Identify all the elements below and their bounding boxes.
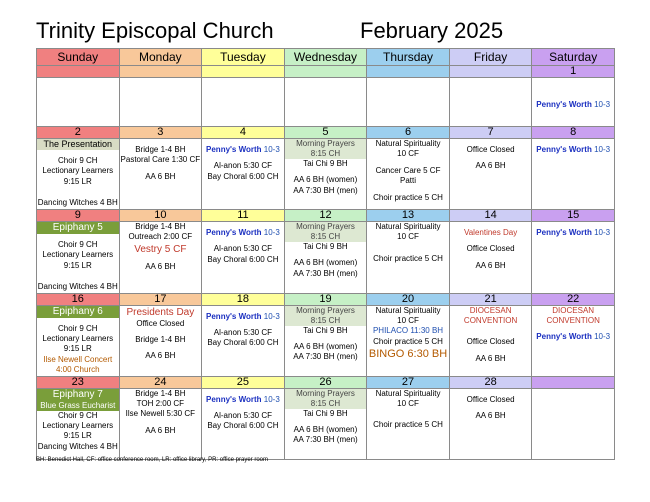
event-time: 10-3: [591, 332, 611, 342]
date-number: [202, 66, 285, 78]
date-number: 8: [532, 127, 615, 139]
event-time: 10-3: [261, 311, 280, 321]
calendar-event: [532, 145, 614, 155]
week-4-date-row: [37, 376, 615, 388]
date-number: 18: [202, 293, 285, 305]
calendar-event: CONVENTION: [546, 315, 600, 325]
date-number: 19: [284, 293, 367, 305]
weekday-sunday: Sunday: [37, 49, 120, 66]
calendar-event: AA 6 BH (women): [293, 258, 358, 268]
day-cell: [37, 222, 120, 294]
calendar-event: Natural Spirituality: [375, 305, 441, 315]
calendar-event: Valentines Day: [463, 228, 518, 237]
day-cell: [202, 388, 285, 459]
event-label: Penny's Worth: [206, 311, 262, 321]
date-number: 24: [119, 376, 202, 388]
week-1-events-row: [37, 139, 615, 210]
calendar-event: Tai Chi 9 BH: [303, 159, 348, 168]
date-number: 2: [37, 127, 120, 139]
date-number: [284, 66, 367, 78]
weekday-header-row: [37, 49, 615, 66]
calendar-event: Office Closed: [466, 337, 515, 347]
calendar-event: AA 6 BH: [145, 425, 176, 435]
feast-day-label: Epiphany 6: [37, 306, 119, 318]
weekday-monday: Monday: [119, 49, 202, 66]
day-cell: [37, 78, 120, 127]
calendar-event: Natural Spirituality: [375, 388, 441, 398]
calendar-event: Vestry 5 CF: [134, 243, 187, 255]
calendar-event: Bridge 1-4 BH: [135, 388, 186, 398]
day-cell: [532, 388, 615, 459]
day-cell: [449, 305, 532, 376]
date-number: 10: [119, 210, 202, 222]
day-cell: [284, 139, 367, 210]
spacer: [450, 326, 532, 337]
calendar-event: 9:15 LR: [63, 260, 92, 270]
calendar-event: Natural Spirituality: [375, 222, 441, 231]
calendar-event: [532, 332, 614, 342]
morning-prayer-label: 8:15 CH: [285, 149, 367, 159]
calendar-event: Ilse Newell 5:30 CF: [125, 409, 196, 419]
calendar-event: Tai Chi 9 BH: [303, 325, 348, 335]
calendar-event: Natural Spirituality: [375, 139, 441, 148]
event-time: 10-3: [591, 100, 611, 109]
day-cell: [119, 305, 202, 376]
week-2-events-row: [37, 222, 615, 294]
date-number: 12: [284, 210, 367, 222]
calendar-event: [202, 312, 284, 322]
calendar-event: Al-anon 5:30 CF: [213, 410, 273, 420]
date-number: [119, 66, 202, 78]
page-title: Trinity Episcopal Church: [36, 18, 274, 43]
date-number: 21: [449, 293, 532, 305]
date-number: [37, 66, 120, 78]
event-label: Penny's Worth: [536, 145, 592, 154]
calendar-event: AA 6 BH: [475, 353, 506, 363]
calendar-event: Tai Chi 9 BH: [303, 242, 348, 251]
calendar-event: Al-anon 5:30 CF: [213, 161, 273, 171]
weekday-saturday: Saturday: [532, 49, 615, 66]
calendar-event: PHILACO 11:30 BH: [372, 326, 444, 336]
calendar-event: Outreach 2:00 CF: [128, 232, 193, 242]
date-number: 5: [284, 127, 367, 139]
calendar-event: Al-anon 5:30 CF: [213, 327, 273, 337]
date-number: 1: [532, 66, 615, 78]
calendar-event: Lectionary Learners: [42, 333, 114, 343]
morning-prayer-label: Morning Prayers: [285, 222, 367, 232]
calendar-event: AA 6 BH (women): [293, 424, 358, 434]
month-title: February 2025: [360, 18, 504, 43]
event-label: Penny's Worth: [206, 394, 262, 404]
calendar-event: Presidents Day: [126, 306, 195, 318]
calendar-event: Choir 9 CH: [57, 410, 98, 420]
calendar-event: [202, 228, 284, 238]
spacer: [367, 243, 449, 254]
spacer: [37, 271, 119, 282]
week-4-events-row: [37, 388, 615, 459]
date-number: 7: [449, 127, 532, 139]
day-cell: [37, 388, 120, 459]
date-number: 14: [449, 210, 532, 222]
calendar-event: Choir practice 5 CH: [373, 253, 443, 263]
week-2-date-row: [37, 210, 615, 222]
calendar-event: 4:00 Church: [55, 365, 100, 375]
spacer: [532, 89, 614, 100]
day-cell: [37, 139, 120, 210]
event-time: 10-3: [591, 228, 611, 237]
date-number: [449, 66, 532, 78]
calendar-event: 9:15 LR: [63, 344, 92, 354]
calendar-event: Bay Choral 6:00 CH: [207, 171, 279, 181]
calendar-event: AA 6 BH: [475, 410, 506, 420]
day-cell: [119, 78, 202, 127]
morning-prayer-label: 8:15 CH: [285, 232, 367, 242]
day-cell: [202, 222, 285, 294]
week-3-events-row: [37, 305, 615, 376]
calendar-event: 9:15 LR: [63, 176, 92, 186]
feast-day-label: The Presentation: [37, 139, 119, 150]
date-number: 22: [532, 293, 615, 305]
calendar-event: 9:15 LR: [63, 431, 92, 441]
calendar-event: AA 6 BH: [475, 161, 506, 171]
calendar-event: Bay Choral 6:00 CH: [207, 254, 279, 264]
calendar-event: CONVENTION: [463, 315, 518, 325]
calendar-event: 10 CF: [397, 315, 419, 325]
date-number: 13: [367, 210, 450, 222]
calendar-event: DIOCESAN: [469, 305, 512, 315]
date-number: 20: [367, 293, 450, 305]
day-cell: [367, 388, 450, 459]
calendar-event: AA 7:30 BH (men): [293, 268, 358, 278]
calendar-event: Dancing Witches 4 BH: [37, 198, 118, 208]
day-cell: [284, 305, 367, 376]
day-cell: [532, 222, 615, 294]
calendar-grid: [36, 48, 615, 460]
calendar-event: Bridge 1-4 BH: [135, 334, 186, 344]
date-number: 15: [532, 210, 615, 222]
calendar-event: [202, 145, 284, 155]
day-cell: [284, 388, 367, 459]
event-time: 10-3: [261, 145, 280, 154]
week-0-date-row: [37, 66, 615, 78]
day-cell: [119, 139, 202, 210]
day-cell: [202, 305, 285, 376]
calendar-event: Choir 9 CH: [57, 240, 98, 249]
date-number: 11: [202, 210, 285, 222]
calendar-event: Office Closed: [466, 394, 515, 404]
room-legend-footer: BH: Benedict Hall, CF: office conference room, LR: office library, PR: office prayer room: [36, 457, 268, 463]
day-cell: [367, 78, 450, 127]
calendar-event: 10 CF: [397, 149, 419, 159]
day-cell: [449, 222, 532, 294]
date-number: 28: [449, 376, 532, 388]
week-0-events-row: [37, 78, 615, 127]
calendar-event: [532, 100, 614, 110]
calendar-event: Lectionary Learners: [42, 166, 114, 176]
date-number: 23: [37, 376, 120, 388]
week-1-date-row: [37, 127, 615, 139]
calendar-event: Office Closed: [466, 244, 515, 254]
calendar-event: Dancing Witches 4 BH: [37, 282, 118, 292]
calendar-event: AA 6 BH (women): [293, 341, 358, 351]
calendar-event: BINGO 6:30 BH: [368, 348, 448, 361]
day-cell: [449, 78, 532, 127]
calendar-event: Office Closed: [466, 145, 515, 154]
morning-prayer-label: Morning Prayers: [285, 389, 367, 399]
feast-day-label: Epiphany 7: [37, 389, 119, 401]
calendar-event: Lectionary Learners: [42, 420, 114, 430]
day-cell: [367, 305, 450, 376]
date-number: 9: [37, 210, 120, 222]
day-cell: [532, 78, 615, 127]
day-cell: [37, 305, 120, 376]
date-number: 16: [37, 293, 120, 305]
date-number: [367, 66, 450, 78]
date-number: 25: [202, 376, 285, 388]
event-label: Penny's Worth: [536, 228, 592, 237]
calendar-event: Choir 9 CH: [57, 156, 98, 165]
date-number: 3: [119, 127, 202, 139]
feast-day-label: Blue Grass Eucharist: [37, 401, 119, 411]
day-cell: [119, 222, 202, 294]
calendar-event: Ilse Newell Concert: [43, 354, 113, 364]
day-cell: [449, 388, 532, 459]
calendar-event: TOH 2:00 CF: [136, 398, 185, 408]
day-cell: [202, 78, 285, 127]
day-cell: [202, 139, 285, 210]
date-number: 26: [284, 376, 367, 388]
calendar-event: Patti: [400, 176, 417, 186]
calendar-event: AA 6 BH: [145, 171, 176, 181]
weekday-wednesday: Wednesday: [284, 49, 367, 66]
calendar-event: AA 7:30 BH (men): [293, 352, 358, 362]
feast-day-label: Epiphany 5: [37, 222, 119, 234]
event-label: Penny's Worth: [206, 145, 262, 154]
calendar-event: Choir practice 5 CH: [373, 336, 443, 346]
day-cell: [119, 388, 202, 459]
morning-prayer-label: Morning Prayers: [285, 139, 367, 149]
calendar-event: DIOCESAN: [552, 305, 595, 315]
spacer: [37, 187, 119, 198]
spacer: [367, 409, 449, 420]
event-label: Penny's Worth: [536, 100, 592, 109]
calendar-event: Al-anon 5:30 CF: [213, 244, 273, 254]
date-number: 4: [202, 127, 285, 139]
weekday-thursday: Thursday: [367, 49, 450, 66]
day-cell: [284, 78, 367, 127]
event-label: Penny's Worth: [536, 332, 592, 342]
calendar-event: [532, 228, 614, 238]
calendar-event: AA 6 BH: [475, 260, 506, 270]
event-time: 10-3: [591, 145, 611, 154]
week-3-date-row: [37, 293, 615, 305]
calendar-event: Choir practice 5 CH: [373, 420, 443, 430]
calendar-event: Bridge 1-4 BH: [135, 222, 186, 231]
calendar-event: AA 7:30 BH (men): [293, 435, 358, 445]
calendar-event: AA 6 BH (women): [293, 175, 358, 185]
calendar-event: Cancer Care 5 CF: [375, 165, 441, 175]
calendar-event: Bay Choral 6:00 CH: [207, 421, 279, 431]
day-cell: [367, 139, 450, 210]
calendar-event: Lectionary Learners: [42, 250, 114, 260]
calendar-event: Pastoral Care 1:30 CF: [120, 155, 201, 165]
weekday-tuesday: Tuesday: [202, 49, 285, 66]
event-time: 10-3: [261, 228, 280, 237]
calendar-event: AA 6 BH: [145, 351, 176, 361]
morning-prayer-label: 8:15 CH: [285, 316, 367, 326]
day-cell: [367, 222, 450, 294]
weekday-friday: Friday: [449, 49, 532, 66]
day-cell: [532, 139, 615, 210]
event-label: Penny's Worth: [206, 228, 262, 237]
spacer: [532, 78, 614, 89]
calendar-event: Dancing Witches 4 BH: [37, 441, 118, 451]
calendar-event: 10 CF: [397, 232, 419, 242]
day-cell: [532, 305, 615, 376]
date-number: 27: [367, 376, 450, 388]
event-time: 10-3: [261, 394, 280, 404]
calendar-event: AA 6 BH: [145, 261, 176, 271]
calendar-event: Bridge 1-4 BH: [135, 145, 186, 154]
date-number: [532, 376, 615, 388]
calendar-event: Choir 9 CH: [57, 323, 98, 333]
calendar-event: [202, 395, 284, 405]
calendar-event: Tai Chi 9 BH: [303, 408, 348, 418]
calendar-event: Choir practice 5 CH: [373, 192, 443, 202]
morning-prayer-label: Morning Prayers: [285, 306, 367, 316]
date-number: 17: [119, 293, 202, 305]
calendar-event: AA 7:30 BH (men): [293, 185, 358, 195]
day-cell: [449, 139, 532, 210]
day-cell: [284, 222, 367, 294]
calendar-event: 10 CF: [397, 398, 419, 408]
date-number: 6: [367, 127, 450, 139]
calendar-event: Bay Choral 6:00 CH: [207, 338, 279, 348]
morning-prayer-label: 8:15 CH: [285, 399, 367, 409]
calendar-event: Office Closed: [136, 318, 185, 328]
